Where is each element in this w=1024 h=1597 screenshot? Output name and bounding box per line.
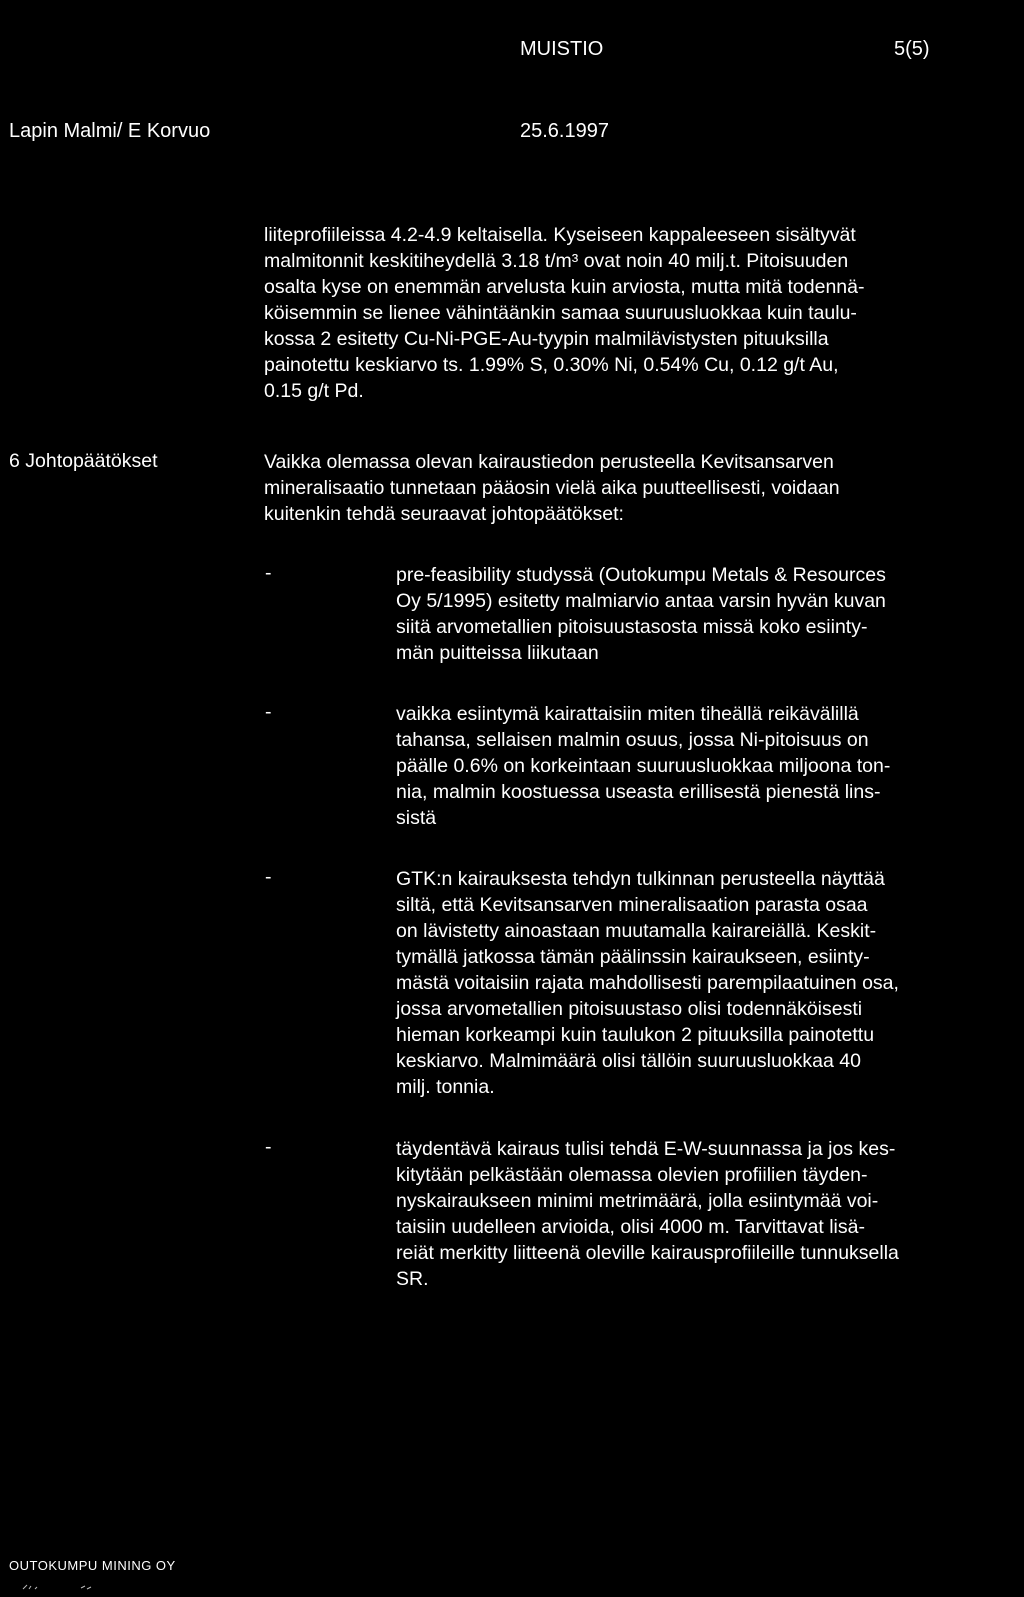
document-date: 25.6.1997: [520, 120, 609, 142]
text-line: siltä, että Kevitsansarven mineralisaation parasta osaa: [396, 894, 868, 916]
text-line: Vaikka olemassa olevan kairaustiedon perusteella Kevitsansarven: [264, 451, 834, 473]
text-line: reiät merkitty liitteenä oleville kairausprofiileille tunnuksella: [396, 1242, 899, 1264]
bullet-item: [396, 1136, 899, 1292]
text-line: liiteprofiileissa 4.2-4.9 keltaisella. Kyseiseen kappaleeseen sisältyvät: [264, 224, 856, 246]
text-line: kuitenkin tehdä seuraavat johtopäätökset:: [264, 503, 624, 525]
text-line: Oy 5/1995) esitetty malmiarvio antaa varsin hyvän kuvan: [396, 590, 886, 612]
section-heading: 6 Johtopäätökset: [9, 450, 158, 472]
bullet-item: [396, 562, 886, 666]
text-line: kitytään pelkästään olemassa olevien profiilien täyden-: [396, 1164, 868, 1186]
text-line: malmitonnit keskitiheydellä 3.18 t/m³ ovat noin 40 milj.t. Pitoisuuden: [264, 250, 849, 272]
text-line: sistä: [396, 807, 437, 829]
text-line: GTK:n kairauksesta tehdyn tulkinnan perusteella näyttää: [396, 868, 885, 890]
text-line: jossa arvometallien pitoisuustaso olisi todennäköisesti: [396, 998, 863, 1020]
text-line: siitä arvometallien pitoisuustasosta missä koko esiinty-: [396, 616, 868, 638]
company-footer: OUTOKUMPU MINING OY: [9, 1558, 176, 1573]
scan-artifact: [21, 1583, 101, 1591]
text-line: mineralisaatio tunnetaan pääosin vielä aika puutteellisesti, voidaan: [264, 477, 840, 499]
text-line: vaikka esiintymä kairattaisiin miten tiheällä reikävälillä: [396, 703, 859, 725]
bullet-marker: -: [265, 866, 272, 888]
text-line: pre-feasibility studyssä (Outokumpu Metals & Resources: [396, 564, 886, 586]
author: Lapin Malmi/ E Korvuo: [9, 120, 211, 142]
text-line: mästä voitaisiin rajata mahdollisesti parempilaatuinen osa,: [396, 972, 899, 994]
text-line: män puitteissa liikutaan: [396, 642, 599, 664]
text-line: painotettu keskiarvo ts. 1.99% S, 0.30% Ni, 0.54% Cu, 0.12 g/t Au,: [264, 354, 839, 376]
text-line: köisemmin se lienee vähintäänkin samaa suuruusluokkaa kuin taulu-: [264, 302, 857, 324]
text-line: nia, malmin koostuessa useasta erillisestä pienestä lins-: [396, 781, 881, 803]
bullet-item: [396, 701, 890, 831]
text-line: on lävistetty ainoastaan muutamalla kairareiällä. Keskit-: [396, 920, 877, 942]
text-line: hieman korkeampi kuin taulukon 2 pituuksilla painotettu: [396, 1024, 875, 1046]
document-type: MUISTIO: [520, 38, 604, 60]
text-line: päälle 0.6% on korkeintaan suuruusluokkaa miljoona ton-: [396, 755, 891, 777]
text-line: milj. tonnia.: [396, 1076, 495, 1098]
text-line: täydentävä kairaus tulisi tehdä E-W-suunnassa ja jos kes-: [396, 1138, 896, 1160]
section-intro: [264, 449, 1004, 527]
text-line: tymällä jatkossa tämän päälinssin kairaukseen, esiinty-: [396, 946, 870, 968]
text-line: kossa 2 esitetty Cu-Ni-PGE-Au-tyypin malmilävistysten pituuksilla: [264, 328, 829, 350]
text-line: SR.: [396, 1268, 429, 1290]
bullet-marker: -: [265, 562, 272, 584]
bullet-marker: -: [265, 701, 272, 723]
text-line: tahansa, sellaisen malmin osuus, jossa Ni-pitoisuus on: [396, 729, 869, 751]
bullet-item: [396, 866, 899, 1100]
intro-paragraph: [264, 222, 1004, 404]
text-line: taisiin uudelleen arvioida, olisi 4000 m. Tarvittavat lisä-: [396, 1216, 865, 1238]
text-line: keskiarvo. Malmimäärä olisi tällöin suuruusluokkaa 40: [396, 1050, 861, 1072]
page-number: 5(5): [894, 38, 930, 60]
text-line: 0.15 g/t Pd.: [264, 380, 364, 402]
text-line: nyskairaukseen minimi metrimäärä, jolla esiintymää voi-: [396, 1190, 879, 1212]
bullet-marker: -: [265, 1136, 272, 1158]
text-line: osalta kyse on enemmän arvelusta kuin arviosta, mutta mitä todennä-: [264, 276, 865, 298]
